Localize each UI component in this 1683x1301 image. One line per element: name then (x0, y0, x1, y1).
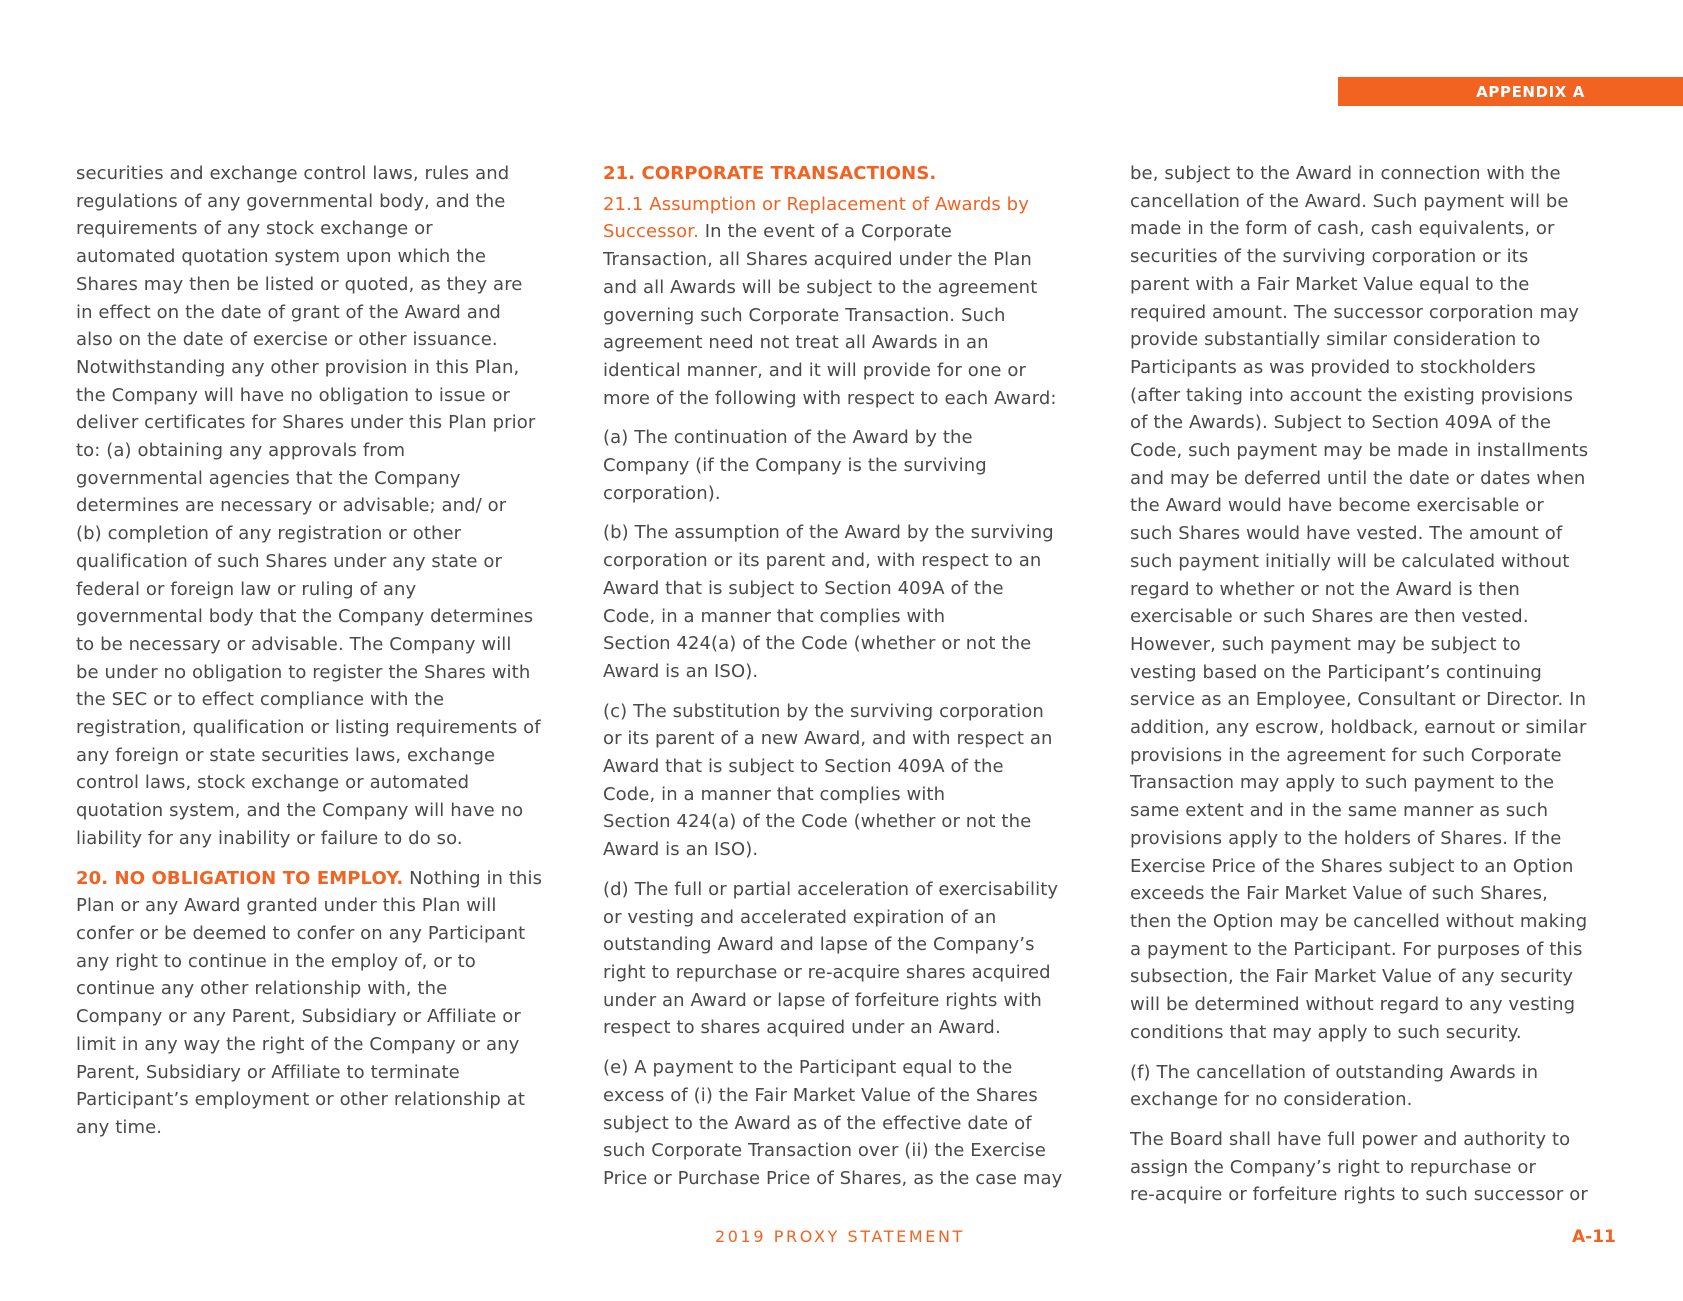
text-line: Shares may then be listed or quoted, as they are (76, 273, 523, 295)
text-line: governmental agencies that the Company (76, 467, 461, 489)
text-line: Price or Purchase Price of Shares, as the case may (603, 1167, 1063, 1189)
text-line: federal or foreign law or ruling of any (76, 578, 417, 600)
text-line: limit in any way the right of the Company or any (76, 1033, 520, 1055)
section21-heading: 21. CORPORATE TRANSACTIONS. (603, 163, 937, 184)
text-line: then the Option may be cancelled without making (1130, 910, 1588, 932)
text-line: liability for any inability or failure to do so. (76, 827, 463, 849)
text-line: respect to shares acquired under an Award. (603, 1017, 1001, 1039)
text-line: Company or any Parent, Subsidiary or Affiliate or (76, 1006, 521, 1028)
paragraph-d (603, 876, 1085, 1042)
section21-heading-paragraph (603, 160, 1085, 188)
appendix-label-bar (1338, 77, 1683, 106)
text-line: such Corporate Transaction over (ii) the Exercise (603, 1140, 1046, 1162)
section20-paragraph (76, 865, 558, 1142)
page-number: A-11 (1572, 1227, 1616, 1247)
text-line: Code, such payment may be made in installments (1130, 440, 1589, 462)
text-line: and may be deferred until the date or dates when (1130, 467, 1586, 489)
text-line: and all Awards will be subject to the agreement (603, 276, 1038, 298)
text-line: in effect on the date of grant of the Award and (76, 301, 501, 323)
text-line: Award that is subject to Section 409A of the (603, 577, 1004, 599)
subsection-21-1 (603, 191, 1085, 413)
paragraph-e-continuation (1130, 160, 1612, 1047)
text-line: governing such Corporate Transaction. Such (603, 304, 1006, 326)
text-line: securities and exchange control laws, rules and (76, 163, 510, 184)
text-line: governmental body that the Company determines (76, 606, 534, 628)
text-line: more of the following with respect to each Award: (603, 387, 1057, 409)
text-line: to: (a) obtaining any approvals from (76, 440, 406, 462)
text-line: (b) The assumption of the Award by the surviving (603, 522, 1054, 544)
text-line: assign the Company’s right to repurchase or (1130, 1156, 1537, 1178)
text-line: (e) A payment to the Participant equal to the (603, 1057, 1013, 1079)
text-line: will be determined without regard to any vesting (1130, 994, 1576, 1016)
text-line: agreement need not treat all Awards in an (603, 332, 989, 354)
text-line: securities of the surviving corporation or its (1130, 246, 1529, 268)
text-line: a payment to the Participant. For purposes of this (1130, 938, 1583, 960)
paragraph-e (603, 1054, 1085, 1193)
text-line: Participant’s employment or other relationship at (76, 1089, 525, 1111)
text-line: identical manner, and it will provide for one or (603, 359, 1026, 381)
text-line: Award is an ISO). (603, 839, 759, 861)
text-line: the SEC or to effect compliance with the (76, 689, 445, 711)
text-line: qualification of such Shares under any state or (76, 550, 502, 572)
text-line: Section 424(a) of the Code (whether or not the (603, 811, 1032, 833)
text-line: such Shares would have vested. The amount of (1130, 523, 1563, 545)
column-3 (1130, 160, 1612, 1221)
text-line: (b) completion of any registration or other (76, 523, 462, 545)
text-line: Parent, Subsidiary or Affiliate to terminate (76, 1061, 460, 1083)
text-line: conditions that may apply to such security. (1130, 1021, 1522, 1043)
text-line: requirements of any stock exchange or (76, 218, 433, 240)
text-line: Exercise Price of the Shares subject to an Option (1130, 855, 1574, 877)
text-line: automated quotation system upon which the (76, 246, 487, 268)
text-line: Section 424(a) of the Code (whether or not the (603, 633, 1032, 655)
paragraph-a (603, 424, 1085, 507)
text-line: be under no obligation to register the Shares with (76, 661, 531, 683)
column-2 (603, 160, 1085, 1205)
text-line: same extent and in the same manner as such (1130, 800, 1549, 822)
text-line: (after taking into account the existing provisions (1130, 384, 1573, 406)
text-line: registration, qualification or listing requirements of (76, 717, 541, 739)
text-line: The Board shall have full power and authority to (1130, 1128, 1571, 1150)
text-line: addition, any escrow, holdback, earnout or similar (1130, 717, 1587, 739)
text-line: corporation or its parent and, with respect to an (603, 550, 1042, 572)
text-line: (d) The full or partial acceleration of exercisability (603, 878, 1059, 900)
section20-first-line: Nothing in this (403, 867, 543, 889)
text-line: parent with a Fair Market Value equal to the (1130, 273, 1530, 295)
paragraph-f (1130, 1059, 1612, 1114)
text-line: the Award would have become exercisable or (1130, 495, 1544, 517)
text-line: right to repurchase or re-acquire shares acquired (603, 961, 1051, 983)
text-line: exceeds the Fair Market Value of such Shares, (1130, 883, 1548, 905)
text-line: deliver certificates for Shares under this Plan prior (76, 412, 536, 434)
text-line: or its parent of a new Award, and with respect an (603, 728, 1053, 750)
text-line: However, such payment may be subject to (1130, 633, 1521, 655)
text-line: under an Award or lapse of forfeiture rights with (603, 989, 1042, 1011)
text-line: Transaction, all Shares acquired under the Plan (603, 249, 1032, 271)
text-line: such payment initially will be calculated without (1130, 550, 1570, 572)
footer-title: 2019 PROXY STATEMENT (715, 1227, 965, 1246)
text-line: required amount. The successor corporation may (1130, 301, 1579, 323)
section19-continuation (76, 160, 558, 853)
appendix-label: APPENDIX A (1476, 82, 1585, 101)
text-line: provisions apply to the holders of Shares. If the (1130, 827, 1562, 849)
text-line: Code, in a manner that complies with (603, 783, 946, 805)
section20-heading: 20. NO OBLIGATION TO EMPLOY. (76, 867, 404, 889)
text-line: regulations of any governmental body, and the (76, 190, 506, 212)
text-line: service as an Employee, Consultant or Director. In (1130, 689, 1587, 711)
subsection-21-1-title-end: Successor. (603, 221, 699, 243)
text-line: Award that is subject to Section 409A of the (603, 756, 1004, 778)
text-line: corporation). (603, 482, 721, 504)
text-line: provide substantially similar consideration to (1130, 329, 1541, 351)
text-line: outstanding Award and lapse of the Company’s (603, 934, 1035, 956)
text-line: or vesting and accelerated expiration of an (603, 906, 997, 928)
text-line: cancellation of the Award. Such payment will be (1130, 190, 1569, 212)
text-line: also on the date of exercise or other issuance. (76, 329, 498, 351)
text-line: Transaction may apply to such payment to the (1130, 772, 1555, 794)
text-line: be, subject to the Award in connection with the (1130, 163, 1561, 184)
text-line: re-acquire or forfeiture rights to such successor or (1130, 1184, 1588, 1206)
text-line: Plan or any Award granted under this Plan will (76, 895, 497, 917)
text-line: (a) The continuation of the Award by the (603, 427, 973, 449)
board-authority-paragraph (1130, 1126, 1612, 1209)
paragraph-b (603, 519, 1085, 685)
text-line: (c) The substitution by the surviving corporation (603, 700, 1044, 722)
text-line: Participants as was provided to stockholders (1130, 356, 1536, 378)
text-line: made in the form of cash, cash equivalents, or (1130, 218, 1555, 240)
text-line: (f) The cancellation of outstanding Awards in (1130, 1061, 1539, 1083)
text-line: to be necessary or advisable. The Company will (76, 633, 512, 655)
text-line: confer or be deemed to confer on any Participant (76, 922, 526, 944)
text-line: exchange for no consideration. (1130, 1089, 1413, 1111)
text-line: the Company will have no obligation to issue or (76, 384, 511, 406)
text-line: determines are necessary or advisable; and/ or (76, 495, 507, 517)
text-line: of the Awards). Subject to Section 409A of the (1130, 412, 1552, 434)
text-line: control laws, stock exchange or automated (76, 772, 470, 794)
text-line: any right to continue in the employ of, or to (76, 950, 476, 972)
text-line: vesting based on the Participant’s continuing (1130, 661, 1542, 683)
text-line: exercisable or such Shares are then vested. (1130, 606, 1529, 628)
paragraph-c (603, 698, 1085, 864)
text-line: Code, in a manner that complies with (603, 605, 946, 627)
text-line: any time. (76, 1116, 163, 1138)
text-line: Notwithstanding any other provision in this Plan, (76, 356, 520, 378)
text-line: regard to whether or not the Award is then (1130, 578, 1520, 600)
subsection-21-1-text-start: In the event of a Corporate (698, 221, 952, 243)
column-1 (76, 160, 558, 1154)
text-line: subject to the Award as of the effective date of (603, 1112, 1032, 1134)
text-line: provisions in the agreement for such Corporate (1130, 744, 1562, 766)
text-line: excess of (i) the Fair Market Value of the Shares (603, 1084, 1038, 1106)
text-line: quotation system, and the Company will have no (76, 800, 524, 822)
text-line: Company (if the Company is the surviving (603, 455, 987, 477)
text-line: subsection, the Fair Market Value of any security (1130, 966, 1573, 988)
text-line: Award is an ISO). (603, 660, 759, 682)
subsection-21-1-title: 21.1 Assumption or Replacement of Awards by (603, 193, 1029, 215)
text-line: continue any other relationship with, the (76, 978, 448, 1000)
text-line: any foreign or state securities laws, exchange (76, 744, 496, 766)
